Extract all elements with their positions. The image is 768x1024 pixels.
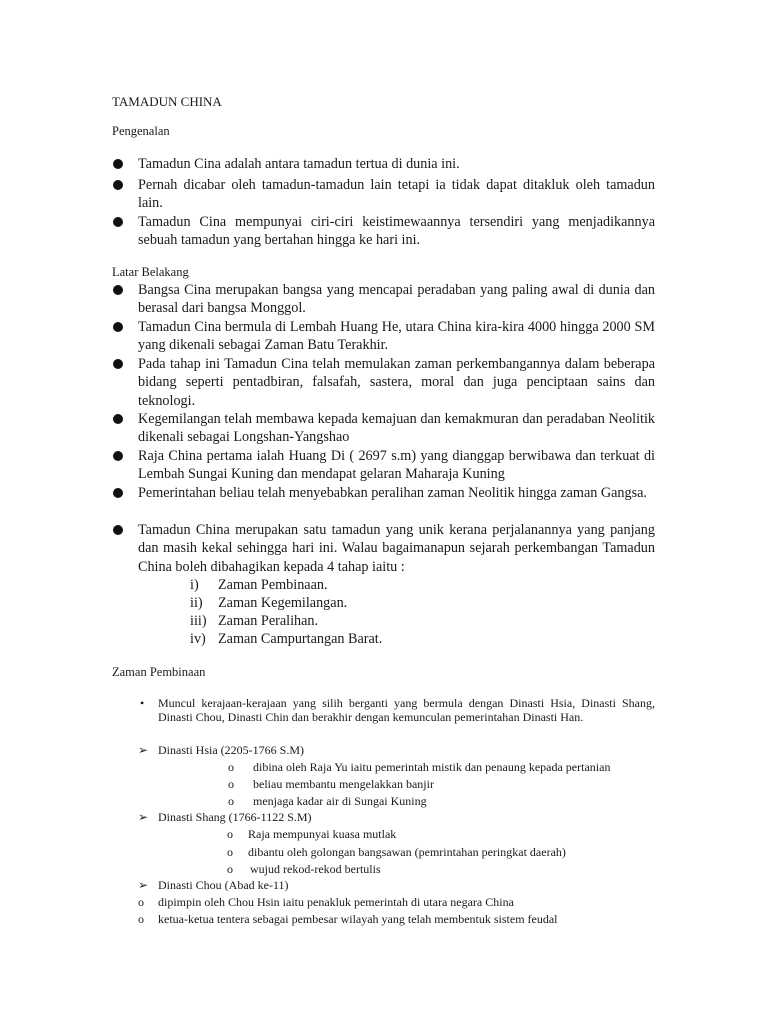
arrow-icon: ➢ [138,743,149,757]
list-item-text: Tamadun Cina bermula di Lembah Huang He, utara China kira-kira 4000 hingga 2000 SM yang dikenali sebagai Zaman Batu Terakhir. [138,319,655,354]
stage-number: iv) [190,631,206,647]
stage-item [190,576,328,594]
list-item-text: Tamadun Cina adalah antara tamadun tertua di dunia ini. [138,156,460,172]
list-item-text: Pernah dicabar oleh tamadun-tamadun lain tetapi ia tidak dapat ditakluk oleh tamadun lain. [138,177,655,212]
list-item-text: dibantu oleh golongan bangsawan (pemrintahan peringkat daerah) [248,845,566,859]
circle-bullet-icon: o [227,845,233,859]
list-item-text: dipimpin oleh Chou Hsin iaitu penakluk pemerintah di utara negara China [158,895,514,909]
list-item-text: Pemerintahan beliau telah menyebabkan peralihan zaman Neolitik hingga zaman Gangsa. [138,485,647,501]
list-item-text: Kegemilangan telah membawa kepada kemajuan dan kemakmuran dan peradaban Neolitik dikenali sebagai Longshan-Yangshao [138,411,655,446]
list-item-text: dibina oleh Raja Yu iaitu pemerintah mistik dan penaung kepada pertanian [253,760,611,774]
dynasty-title: Dinasti Shang (1766-1122 S.M) [158,810,312,824]
dynasty-title: Dinasti Hsia (2205-1766 S.M) [158,743,304,757]
stage-number: iii) [190,613,207,629]
list-item-text: Tamadun China merupakan satu tamadun yang unik kerana perjalanannya yang panjang dan masih kekal sehingga hari ini. Walau bagaimanapun sejarah perkembangan Tamadun China boleh dibahagikan kepada 4 tahap iaitu : [138,522,655,575]
list-item-text: Pada tahap ini Tamadun Cina telah memulakan zaman perkembangannya dalam beberapa bidang seperti pentadbiran, falsafah, sastera, moral dan juga penciptaan sains dan teknologi. [138,356,655,409]
bullet-icon [113,359,123,369]
bullet-icon [113,322,123,332]
arrow-icon: ➢ [138,878,149,892]
circle-bullet-icon: o [227,827,233,841]
bullet-icon [113,525,123,535]
bullet-icon [113,488,123,498]
list-item-text: Raja mempunyai kuasa mutlak [248,827,397,841]
intro-text: Muncul kerajaan-kerajaan yang silih berganti yang bermula dengan Dinasti Hsia, Dinasti Shang, Dinasti Chou, Dinasti Chin dan berakhir dengan kemunculan pemerintahan Dinasti Han. [158,696,655,724]
circle-bullet-icon: o [227,862,233,876]
list-item-text: ketua-ketua tentera sebagai pembesar wilayah yang telah membentuk sistem feudal [158,912,558,926]
circle-bullet-icon: o [138,895,144,909]
circle-bullet-icon: o [228,760,234,774]
arrow-icon: ➢ [138,810,149,824]
list-item-text: wujud rekod-rekod bertulis [250,862,381,876]
stage-item [190,612,318,630]
stage-item [190,630,382,648]
stage-item [190,594,347,612]
list-item-text: menjaga kadar air di Sungai Kuning [253,794,427,808]
stage-text: Zaman Campurtangan Barat. [218,631,383,647]
list-item-text: Raja China pertama ialah Huang Di ( 2697 s.m) yang dianggap berwibawa dan terkuat di Lembah Sungai Kuning dan mendapat gelaran Maharaja Kuning [138,448,655,483]
stage-number: ii) [190,595,203,611]
bullet-icon [113,285,123,295]
bullet-icon [113,159,123,169]
bullet-icon [113,180,123,190]
circle-bullet-icon: o [138,912,144,926]
section-heading-zaman-pembinaan: Zaman Pembinaan [112,665,206,679]
stage-text: Zaman Kegemilangan. [218,595,348,611]
circle-bullet-icon: o [228,794,234,808]
stage-number: i) [190,577,199,593]
stage-text: Zaman Pembinaan. [218,577,328,593]
list-item-text: Tamadun Cina mempunyai ciri-ciri keistimewaannya tersendiri yang menjadikannya sebuah tamadun yang bertahan hingga ke hari ini. [138,214,655,249]
bullet-marker: • [140,696,145,710]
stage-text: Zaman Peralihan. [218,613,319,629]
circle-bullet-icon: o [228,777,234,791]
section-heading-latar-belakang: Latar Belakang [112,265,189,279]
bullet-icon [113,414,123,424]
list-item-text: Bangsa Cina merupakan bangsa yang mencapai peradaban yang paling awal di dunia dan berasal dari bangsa Monggol. [138,282,655,317]
document-title: TAMADUN CHINA [112,94,222,109]
bullet-icon [113,451,123,461]
dynasty-title: Dinasti Chou (Abad ke-11) [158,878,289,892]
bullet-icon [113,217,123,227]
section-heading-pengenalan: Pengenalan [112,124,170,138]
list-item-text: beliau membantu mengelakkan banjir [253,777,434,791]
